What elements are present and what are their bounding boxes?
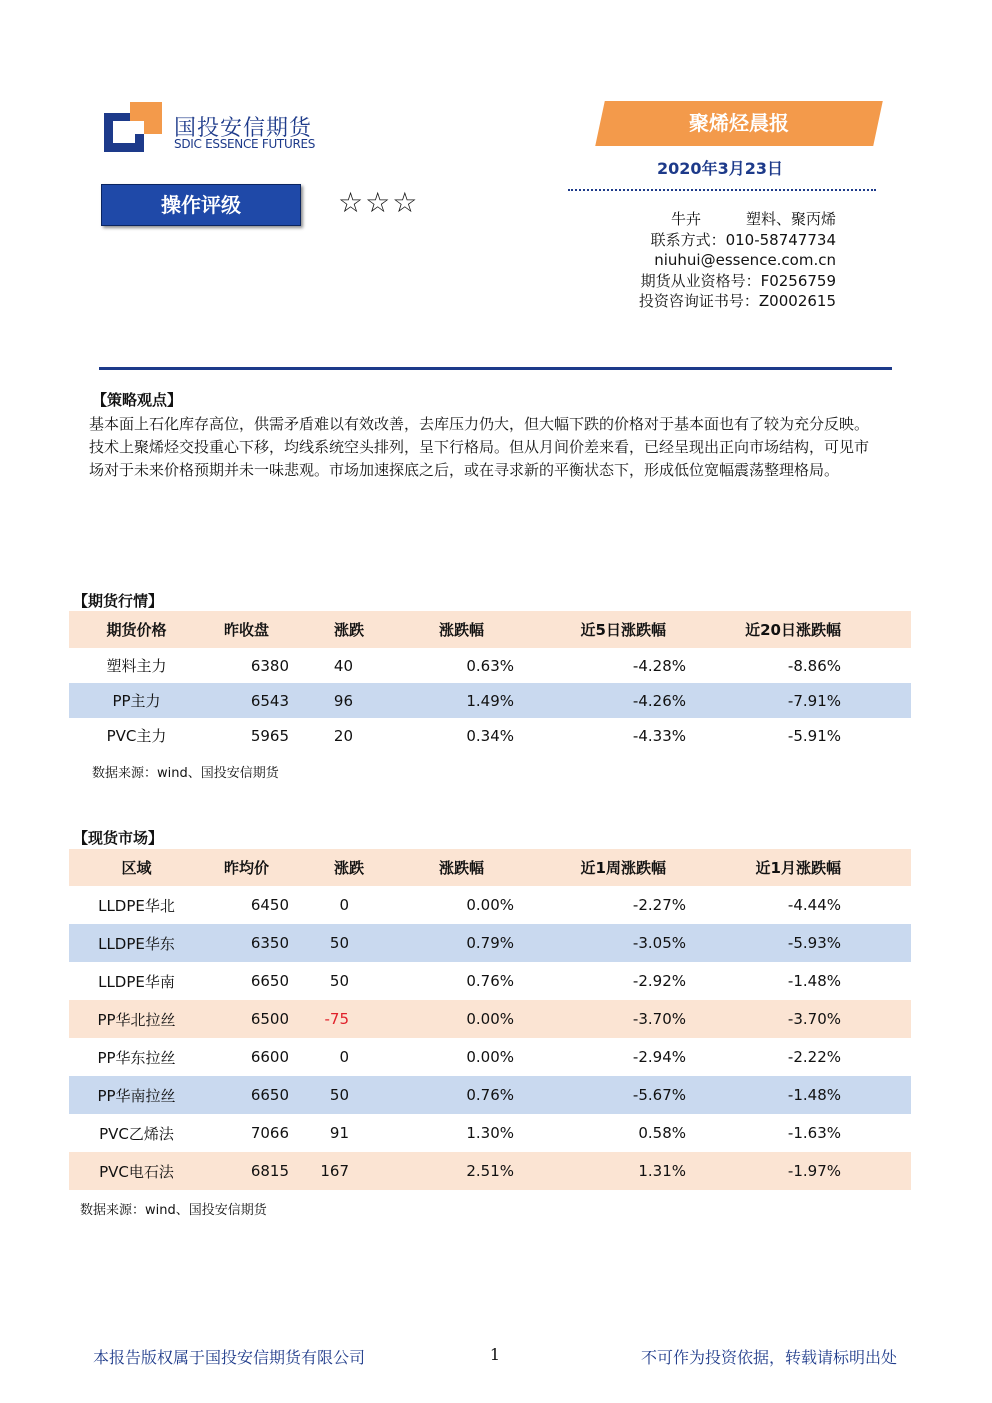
table-cell: 0.76% — [466, 1086, 514, 1104]
table-cell: 0.34% — [466, 726, 514, 745]
author-info — [639, 209, 836, 312]
table-cell: 0.76% — [466, 972, 514, 990]
table-header: 近20日涨跌幅 — [686, 611, 841, 648]
table-header: 昨均价 — [204, 849, 289, 886]
table-cell: 1.49% — [466, 691, 514, 710]
table-cell: -4.28% — [632, 656, 686, 675]
table-header-row — [69, 611, 911, 648]
table-cell: LLDPE华南 — [98, 972, 175, 991]
table-row — [69, 718, 911, 753]
table-cell: 2.51% — [466, 1162, 514, 1180]
table-row — [69, 648, 911, 683]
table-cell: 7066 — [250, 1124, 289, 1142]
table-cell: 5965 — [250, 726, 289, 745]
star-rating-icon: ☆☆☆ — [338, 186, 420, 219]
table-cell: 50 — [329, 934, 349, 952]
table-cell-negative: -75 — [324, 1010, 349, 1028]
table-cell: -7.91% — [787, 691, 841, 710]
table-header: 涨跌 — [289, 849, 409, 886]
table-cell: 167 — [320, 1162, 349, 1180]
table-cell: PP华东拉丝 — [97, 1048, 176, 1067]
dotted-divider — [568, 189, 876, 191]
table-cell: -3.70% — [787, 1010, 841, 1028]
table-cell: 6543 — [250, 691, 289, 710]
table-row — [69, 683, 911, 718]
table-cell: -1.97% — [787, 1162, 841, 1180]
company-name-en: SDIC ESSENCE FUTURES — [174, 137, 316, 151]
page-number: 1 — [489, 1345, 501, 1364]
spot-title: 【现货市场】 — [73, 829, 164, 847]
author-email: niuhui@essence.com.cn — [654, 251, 836, 269]
spot-table — [69, 849, 911, 1190]
table-row — [69, 1038, 911, 1076]
table-header: 昨收盘 — [204, 611, 289, 648]
table-cell: -4.44% — [787, 896, 841, 914]
table-cell: 6650 — [250, 972, 289, 990]
table-cell: 1.30% — [466, 1124, 514, 1142]
table-cell: PVC乙烯法 — [99, 1124, 174, 1143]
table-cell: 0 — [339, 1048, 349, 1066]
table-cell: -2.27% — [632, 896, 686, 914]
table-cell: -8.86% — [787, 656, 841, 675]
table-cell: -1.48% — [787, 1086, 841, 1104]
author-phone: 联系方式：010-58747734 — [650, 230, 836, 249]
company-logo-icon — [104, 102, 162, 152]
table-row — [69, 1076, 911, 1114]
table-header: 近1周涨跌幅 — [514, 849, 686, 886]
table-cell: -4.26% — [632, 691, 686, 710]
table-cell: 6350 — [250, 934, 289, 952]
table-cell: 0.58% — [638, 1124, 686, 1142]
table-header: 近5日涨跌幅 — [514, 611, 686, 648]
table-cell: 0.63% — [466, 656, 514, 675]
table-row — [69, 886, 911, 924]
author-futures-license: 期货从业资格号：F0256759 — [640, 271, 836, 290]
table-cell: 0.00% — [466, 1010, 514, 1028]
table-cell: PP主力 — [112, 692, 161, 710]
table-cell: -2.94% — [632, 1048, 686, 1066]
futures-table — [69, 611, 911, 753]
table-cell: 塑料主力 — [106, 657, 167, 675]
table-row — [69, 924, 911, 962]
table-cell: -5.91% — [787, 726, 841, 745]
table-cell: -5.67% — [632, 1086, 686, 1104]
table-cell: 6500 — [250, 1010, 289, 1028]
author-name-field: 牛卉 塑料、聚丙烯 — [670, 210, 836, 228]
table-cell: PP华南拉丝 — [97, 1086, 176, 1105]
table-cell: 0 — [339, 896, 349, 914]
table-cell: -1.63% — [787, 1124, 841, 1142]
table-cell: -3.70% — [632, 1010, 686, 1028]
table-cell: LLDPE华北 — [98, 896, 175, 915]
table-header: 涨跌 — [289, 611, 409, 648]
table-cell: 50 — [329, 972, 349, 990]
table-cell: 6380 — [250, 656, 289, 675]
table-cell: 50 — [329, 1086, 349, 1104]
footer-copyright: 本报告版权属于国投安信期货有限公司 — [93, 1348, 366, 1367]
table-row — [69, 1114, 911, 1152]
table-header: 涨跌幅 — [409, 611, 514, 648]
table-cell: 91 — [329, 1124, 349, 1142]
table-cell: 20 — [333, 726, 353, 745]
report-date: 2020年3月23日 — [657, 159, 783, 178]
table-cell: 6600 — [250, 1048, 289, 1066]
table-row — [69, 1000, 911, 1038]
futures-source-note: 数据来源：wind、国投安信期货 — [92, 766, 279, 781]
table-header-row — [69, 849, 911, 886]
table-cell: -2.92% — [632, 972, 686, 990]
header-divider — [99, 367, 892, 370]
report-title: 聚烯烃晨报 — [689, 111, 789, 135]
company-name-cn: 国投安信期货 — [174, 116, 313, 141]
table-header: 涨跌幅 — [409, 849, 514, 886]
table-row — [69, 962, 911, 1000]
table-cell: -4.33% — [632, 726, 686, 745]
table-cell: 40 — [333, 656, 353, 675]
footer-disclaimer: 不可作为投资依据，转载请标明出处 — [640, 1348, 897, 1367]
table-header: 期货价格 — [69, 611, 204, 648]
table-cell: -2.22% — [787, 1048, 841, 1066]
table-row — [69, 1152, 911, 1190]
spot-source-note: 数据来源：wind、国投安信期货 — [80, 1203, 267, 1218]
rating-label: 操作评级 — [101, 184, 301, 226]
table-cell: 1.31% — [638, 1162, 686, 1180]
table-cell: 0.79% — [466, 934, 514, 952]
table-cell: 6650 — [250, 1086, 289, 1104]
table-cell: 0.00% — [466, 896, 514, 914]
table-cell: 6815 — [250, 1162, 289, 1180]
table-cell: 6450 — [250, 896, 289, 914]
table-cell: PVC电石法 — [99, 1162, 174, 1181]
table-cell: PVC主力 — [106, 727, 167, 745]
table-cell: -5.93% — [787, 934, 841, 952]
strategy-title: 【策略观点】 — [92, 391, 183, 409]
table-header: 近1月涨跌幅 — [686, 849, 841, 886]
table-cell: -1.48% — [787, 972, 841, 990]
author-advisory-license: 投资咨询证书号：Z0002615 — [638, 292, 836, 310]
strategy-text: 基本面上石化库存高位，供需矛盾难以有效改善，去库压力仍大，但大幅下跌的价格对于基本面也有了较为充分反映。技术上聚烯烃交投重心下移，均线系统空头排列，呈下行格局。但从月间价差来看，已经呈现出正向市场结构，可见市场对于未来价格预期并未一味悲观。市场加速探底之后，或在寻求新的平衡状态下，形成低位宽幅震荡整理格局。 — [89, 415, 870, 479]
table-cell: 96 — [333, 691, 353, 710]
table-cell: -3.05% — [632, 934, 686, 952]
table-cell: LLDPE华东 — [98, 934, 175, 953]
table-cell: PP华北拉丝 — [97, 1010, 176, 1029]
table-header: 区域 — [69, 849, 204, 886]
futures-title: 【期货行情】 — [73, 592, 164, 610]
table-cell: 0.00% — [466, 1048, 514, 1066]
